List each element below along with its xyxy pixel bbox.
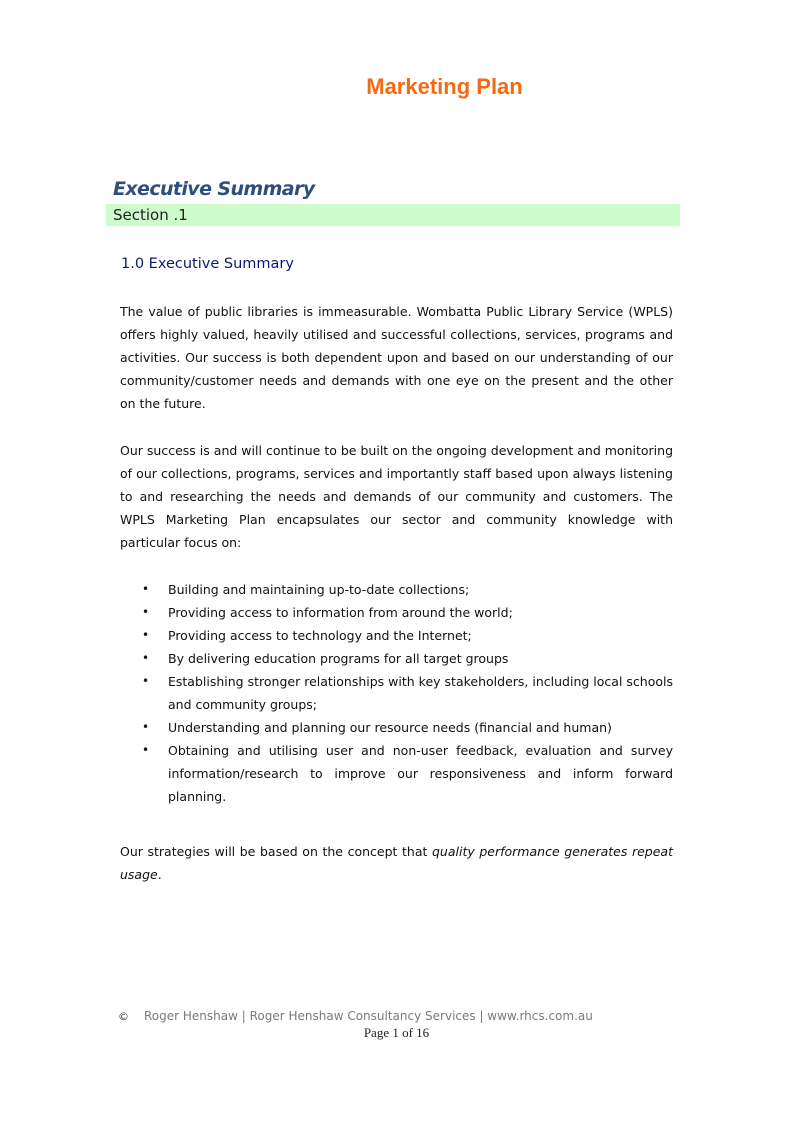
list-item <box>120 601 673 624</box>
bullet-icon: • <box>142 743 150 757</box>
strategy-end: . <box>157 867 162 882</box>
list-item <box>120 670 673 716</box>
strategy-lead: Our strategies will be based on the concept that <box>120 844 432 859</box>
list-item <box>120 739 673 808</box>
list-item-text: Establishing stronger relationships with key stakeholders, including local schools and community groups; <box>168 674 673 712</box>
document-title: Marketing Plan <box>366 74 523 99</box>
list-item <box>120 624 673 647</box>
list-item-text: Building and maintaining up-to-date collections; <box>168 582 470 597</box>
focus-list <box>120 578 673 808</box>
paragraph-focus: Our success is and will continue to be built on the ongoing development and monitoring of our collections, programs, services and importantly staff based upon always listening to and researching the needs and demands of our community and customers. The WPLS Marketing Plan encapsulates our sector and community knowledge with particular focus on: <box>120 443 673 550</box>
bullet-icon: • <box>142 651 150 665</box>
footer-credit: Roger Henshaw | Roger Henshaw Consultancy Services | www.rhcs.com.au <box>144 1009 593 1023</box>
page-number: Page 1 of 16 <box>363 1025 430 1040</box>
list-item <box>120 647 673 670</box>
bullet-icon: • <box>142 582 150 596</box>
section-heading: Executive Summary <box>113 178 315 200</box>
subheading: 1.0 Executive Summary <box>121 256 294 272</box>
section-bar <box>106 204 680 226</box>
list-item-text: Providing access to information from around the world; <box>168 605 513 620</box>
bullet-icon: • <box>142 628 150 642</box>
section-label: Section .1 <box>113 206 188 224</box>
list-item-text: Understanding and planning our resource needs (financial and human) <box>168 720 612 735</box>
copyright-icon: © <box>118 1010 129 1023</box>
bullet-icon: • <box>142 720 150 734</box>
paragraph-strategy <box>120 840 673 886</box>
list-item-text: By delivering education programs for all target groups <box>168 651 509 666</box>
strategy-emphasis: quality performance generates repeat usage <box>120 844 673 882</box>
list-item <box>120 716 673 739</box>
bullet-icon: • <box>142 605 150 619</box>
bullet-icon: • <box>142 674 150 688</box>
footer-credit-line <box>118 1009 593 1023</box>
list-item-text: Obtaining and utilising user and non-user feedback, evaluation and survey information/research to improve our responsiveness and inform forward planning. <box>168 743 673 804</box>
list-item-text: Providing access to technology and the Internet; <box>168 628 472 643</box>
paragraph-intro: The value of public libraries is immeasurable. Wombatta Public Library Service (WPLS) offers highly valued, heavily utilised and successful collections, services, programs and activities. Our success is both dependent upon and based on our understanding of our community/customer needs and demands with one eye on the present and the other on the future. <box>120 304 673 411</box>
list-item <box>120 578 673 601</box>
